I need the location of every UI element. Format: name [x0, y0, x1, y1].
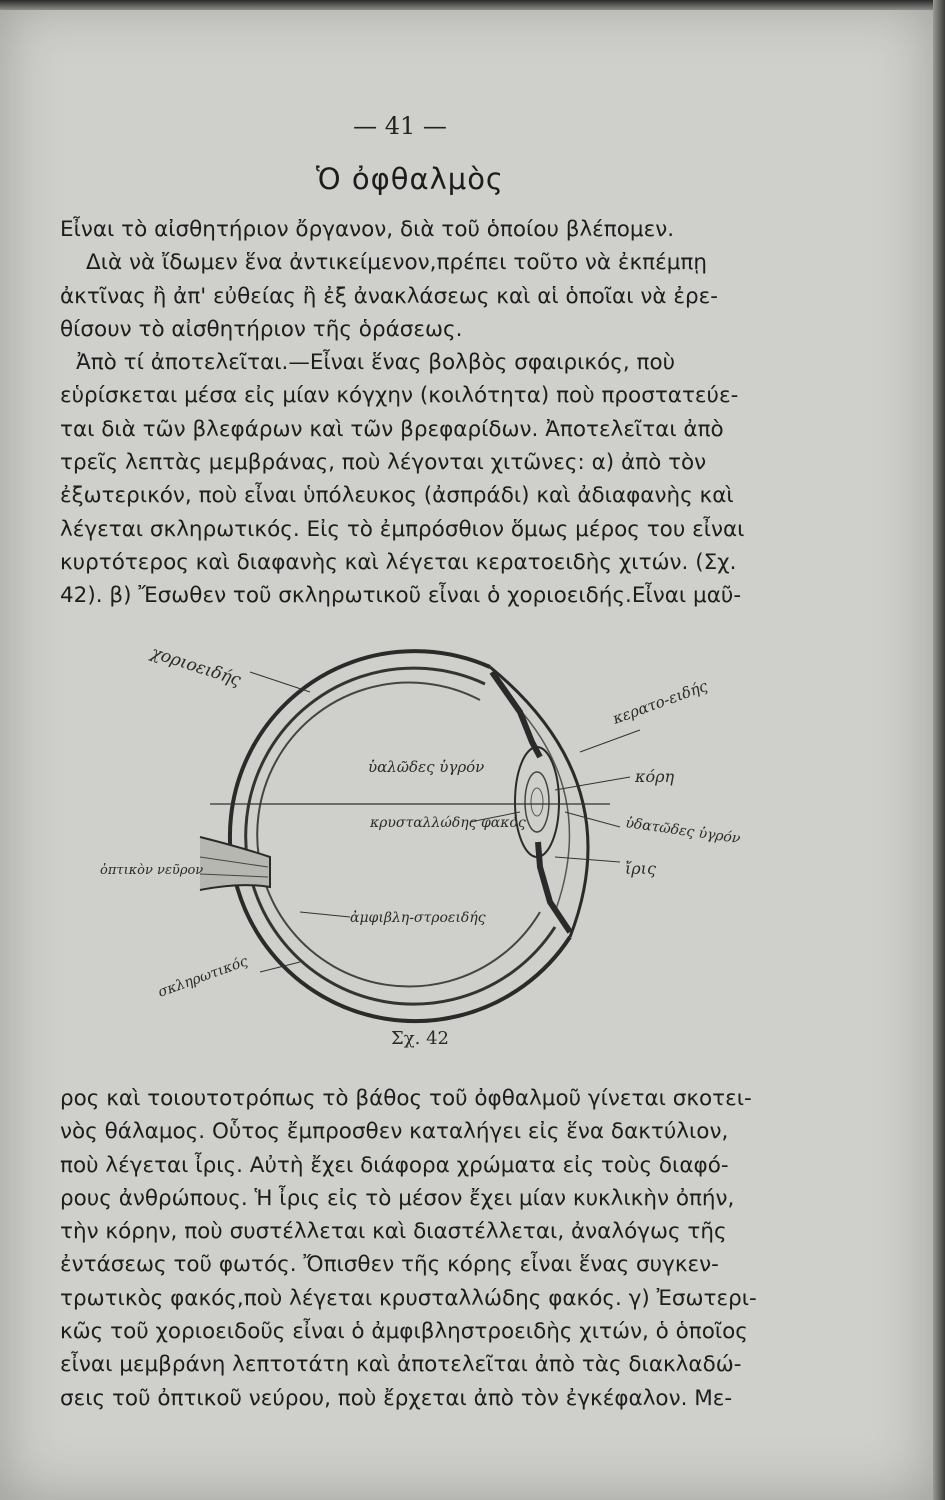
text-line: ρους ἀνθρώπους. Ἡ ἶρις εἰς τὸ μέσον ἔχει μίαν κυκλικὴν ὀπήν,: [60, 1185, 735, 1211]
lens-core: [525, 772, 549, 832]
text-line: τρωτικὸς φακός,ποὺ λέγεται κρυσταλλώδης φακός. γ) Ἐσωτερι-: [60, 1285, 757, 1311]
optic-nerve: [200, 837, 270, 890]
lens-core-inner: [531, 788, 543, 816]
text-line: 42). β) Ἔσωθεν τοῦ σκληρωτικοῦ εἶναι ὁ χοριοειδής.Εἶναι μαῦ-: [60, 583, 742, 609]
label-aqueous: ὑδατῶδες ὑγρόν: [624, 815, 740, 848]
text-line: ποὺ λέγεται ἶρις. Αὐτὴ ἔχει διάφορα χρώματα εἰς τοὺς διαφό-: [60, 1152, 729, 1178]
page-edge-shadow: [933, 0, 945, 1500]
label-sclera: σκληρωτικός: [155, 953, 251, 1001]
text-line: ἀκτῖνας ἢ ἀπ' εὐθείας ἢ ἐξ ἀνακλάσεως καὶ αἱ ὁποῖαι νὰ ἐρε-: [60, 283, 718, 309]
text-line: ρος καὶ τοιουτοτρόπως τὸ βάθος τοῦ ὀφθαλμοῦ γίνεται σκοτει-: [60, 1086, 752, 1111]
label-lens: κρυσταλλώδης φακός: [370, 815, 526, 831]
lens-shape: [515, 747, 559, 857]
label-vitreous: ὑαλῶδες ὑγρόν: [368, 758, 485, 776]
leader-choroid: [250, 672, 310, 692]
eye-diagram-svg: [100, 612, 740, 1032]
text-line: κῶς τοῦ χοριοειδοῦς εἶναι ὁ ἀμφιβληστροειδὴς χιτών, ὁ ὁποῖος: [60, 1319, 748, 1345]
label-iris: ἴρις: [625, 859, 656, 878]
text-line: τρεῖς λεπτὰς μεμβράνας, ποὺ λέγονται χιτῶνες: α) ἀπὸ τὸν: [60, 450, 707, 476]
label-choroid: χοριοειδής: [148, 642, 244, 691]
text-line: σεις τοῦ ὀπτικοῦ νεύρου, ποὺ ἔρχεται ἀπὸ τὸν ἐγκέφαλον. Με-: [60, 1385, 733, 1411]
leader-aqueous: [565, 812, 620, 827]
section-title: Ὁ ὀφθαλμὸς: [316, 162, 504, 196]
leader-pupil: [555, 777, 630, 790]
iris-upper: [492, 672, 540, 757]
text-line: ἐξωτερικόν, ποὺ εἶναι ὑπόλευκος (ἀσπράδι) καὶ ἀδιαφανὴς καὶ: [60, 483, 734, 509]
leader-retina: [300, 912, 350, 917]
text-line: νὸς θάλαμος. Οὗτος ἔμπροσθεν καταλήγει εἰς ἕνα δακτύλιον,: [60, 1119, 729, 1145]
top-paragraphs: [60, 213, 812, 613]
bottom-paragraphs: [60, 1082, 812, 1415]
text-line: ται διὰ τῶν βλεφάρων καὶ τῶν βρεφαρίδων. Ἀποτελεῖται ἀπὸ: [60, 416, 724, 442]
eye-diagram: [100, 612, 740, 1032]
retina-outline: [257, 683, 540, 987]
text-line: θίσουν τὸ αἰσθητήριον τῆς ὁράσεως.: [60, 316, 463, 342]
page-number: — 41 —: [353, 112, 447, 140]
choroid-outline: [246, 668, 555, 1004]
page-top-shadow: [0, 0, 945, 10]
text-line: Διὰ νὰ ἴδωμεν ἕνα ἀντικείμενον,πρέπει τοῦτο νὰ ἐκπέμπῃ: [86, 250, 707, 276]
text-line: λέγεται σκληρωτικός. Εἰς τὸ ἐμπρόσθιον ὅμως μέρος του εἶναι: [60, 516, 745, 542]
text-line: εἶναι μεμβράνη λεπτοτάτη καὶ ἀποτελεῖται ἀπὸ τὰς διακλαδώ-: [60, 1352, 742, 1378]
text-line: Εἶναι τὸ αἰσθητήριον ὄργανον, διὰ τοῦ ὁποίου βλέπομεν.: [60, 217, 675, 242]
label-retina: ἀμφιβλη-στροειδής: [350, 910, 486, 926]
text-line: Ἀπὸ τί ἀποτελεῖται.—Εἶναι ἕνας βολβὸς σφαιρικός, ποὺ: [76, 350, 676, 376]
text-line: ἐντάσεως τοῦ φωτός. Ὄπισθεν τῆς κόρης εἶναι ἕνας συγκεν-: [60, 1252, 719, 1278]
leader-cornea: [580, 730, 640, 752]
figure-caption: Σχ. 42: [391, 1028, 449, 1049]
label-cornea: κερατο-ειδής: [610, 676, 710, 728]
label-optic-nerve: ὀπτικὸν νεῦρον: [100, 863, 204, 878]
text-line: τὴν κόρην, ποὺ συστέλλεται καὶ διαστέλλεται, ἀναλόγως τῆς: [60, 1219, 727, 1245]
label-pupil: κόρη: [635, 767, 675, 786]
text-line: εὑρίσκεται μέσα εἰς μίαν κόγχην (κοιλότητα) ποὺ προστατεύε-: [60, 383, 739, 409]
text-line: κυρτότερος καὶ διαφανὴς καὶ λέγεται κερατοειδὴς χιτών. (Σχ.: [60, 549, 737, 575]
cornea-outline: [490, 667, 588, 937]
